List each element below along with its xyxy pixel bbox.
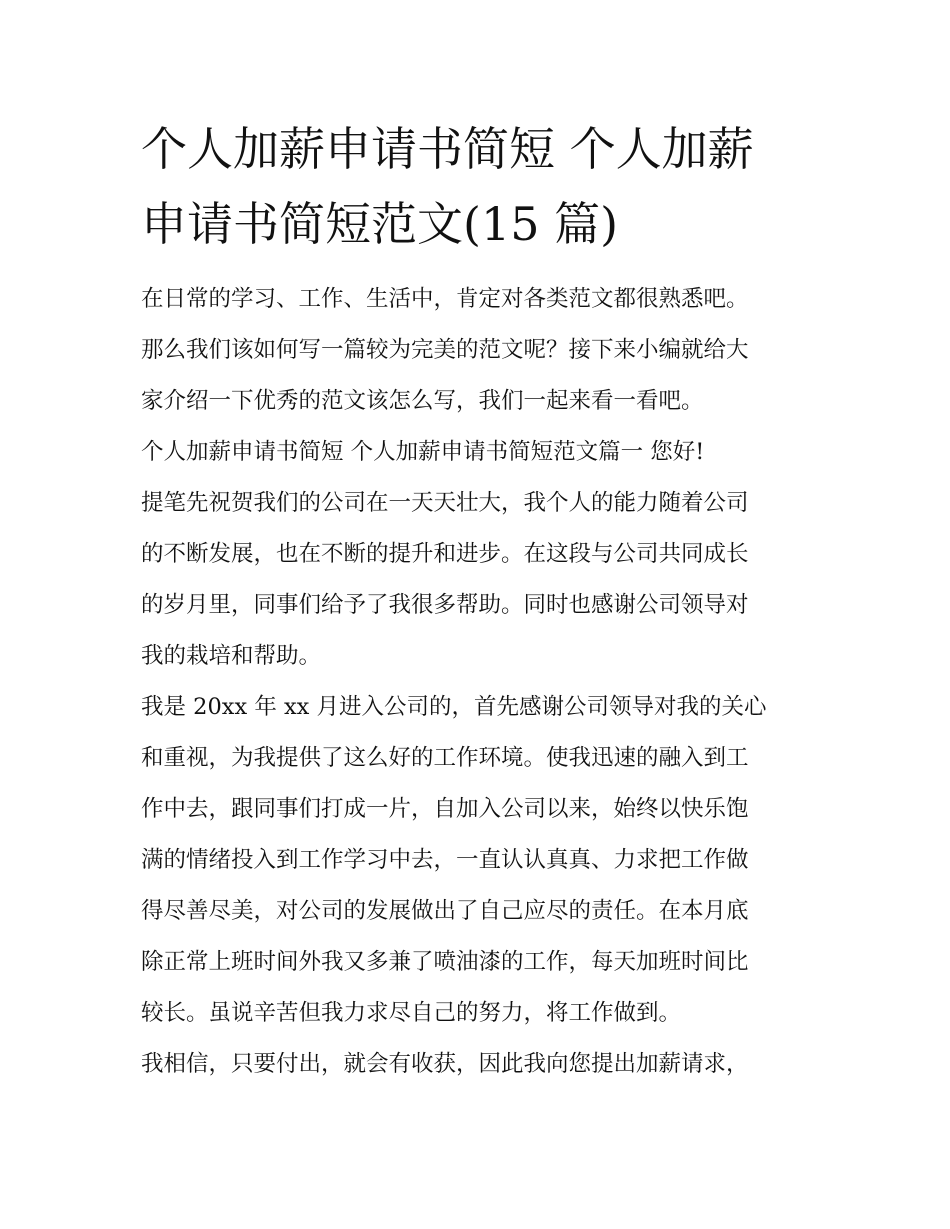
title-line: 申请书简短范文(15 篇) [141, 197, 619, 251]
body-line: 个人加薪申请书简短 个人加薪申请书简短范文篇一 您好! [141, 439, 705, 465]
body-line: 满的情绪投入到工作学习中去，一直认认真真、力求把工作做 [141, 847, 749, 873]
body-line: 我相信，只要付出，就会有收获，因此我向您提出加薪请求， [141, 1051, 749, 1077]
body-line: 提笔先祝贺我们的公司在一天天壮大，我个人的能力随着公司 [141, 490, 749, 516]
document-title [141, 112, 813, 262]
document-body [141, 274, 813, 1090]
body-line: 在日常的学习、工作、生活中，肯定对各类范文都很熟悉吧。 [141, 286, 749, 312]
body-line: 除正常上班时间外我又多兼了喷油漆的工作，每天加班时间比 [141, 949, 749, 975]
body-line: 的不断发展，也在不断的提升和进步。在这段与公司共同成长 [141, 541, 749, 567]
title-line: 个人加薪申请书简短 个人加薪 [141, 122, 754, 176]
document-page [141, 112, 813, 1090]
body-line: 我是 20xx 年 xx 月进入公司的，首先感谢公司领导对我的关心 [141, 694, 767, 720]
body-line: 那么我们该如何写一篇较为完美的范文呢？接下来小编就给大 [141, 337, 749, 363]
body-line: 作中去，跟同事们打成一片，自加入公司以来，始终以快乐饱 [141, 796, 749, 822]
body-line: 的岁月里，同事们给予了我很多帮助。同时也感谢公司领导对 [141, 592, 749, 618]
body-line: 较长。虽说辛苦但我力求尽自己的努力，将工作做到。 [141, 1000, 682, 1026]
body-line: 我的栽培和帮助。 [141, 643, 322, 669]
body-line: 家介绍一下优秀的范文该怎么写，我们一起来看一看吧。 [141, 388, 704, 414]
body-line: 和重视，为我提供了这么好的工作环境。使我迅速的融入到工 [141, 745, 749, 771]
body-line: 得尽善尽美，对公司的发展做出了自己应尽的责任。在本月底 [141, 898, 749, 924]
